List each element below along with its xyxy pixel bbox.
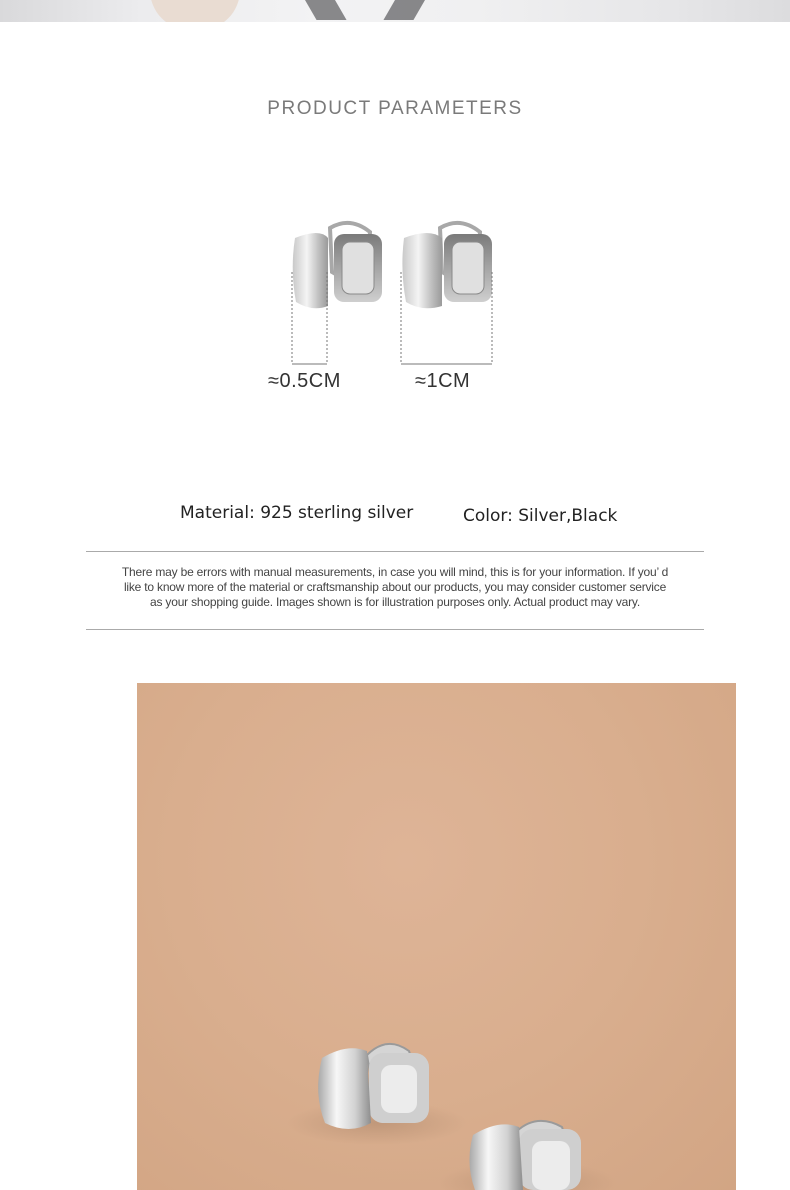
material-value: 925 sterling silver (260, 503, 414, 523)
disclaimer-line-3: as your shopping guide. Images shown is for illustration purposes only. Actual product may vary. (150, 595, 640, 609)
earrings-photo (137, 683, 736, 1190)
disclaimer-text (100, 565, 690, 610)
spec-material (180, 503, 413, 523)
disclaimer-line-1: There may be errors with manual measurements, in case you will mind, this is for your information. If you’ d (121, 565, 669, 579)
color-label: Color: (463, 506, 513, 526)
dimension-small-label: ≈0.5CM (268, 370, 341, 392)
color-value: Silver,Black (518, 506, 618, 526)
earring-left (293, 223, 382, 308)
material-label: Material: (180, 503, 255, 523)
disclaimer-line-2: like to know more of the material or craftsmanship about our products, you may consider customer service (123, 580, 667, 594)
lifestyle-photo (137, 683, 736, 1190)
top-banner-image (0, 0, 790, 22)
section-title: PRODUCT PARAMETERS (267, 98, 523, 119)
dimension-large-label: ≈1CM (415, 370, 471, 392)
spec-color (463, 506, 617, 526)
divider-bottom (86, 629, 704, 630)
earring-right (402, 223, 492, 308)
divider-top (86, 551, 704, 552)
